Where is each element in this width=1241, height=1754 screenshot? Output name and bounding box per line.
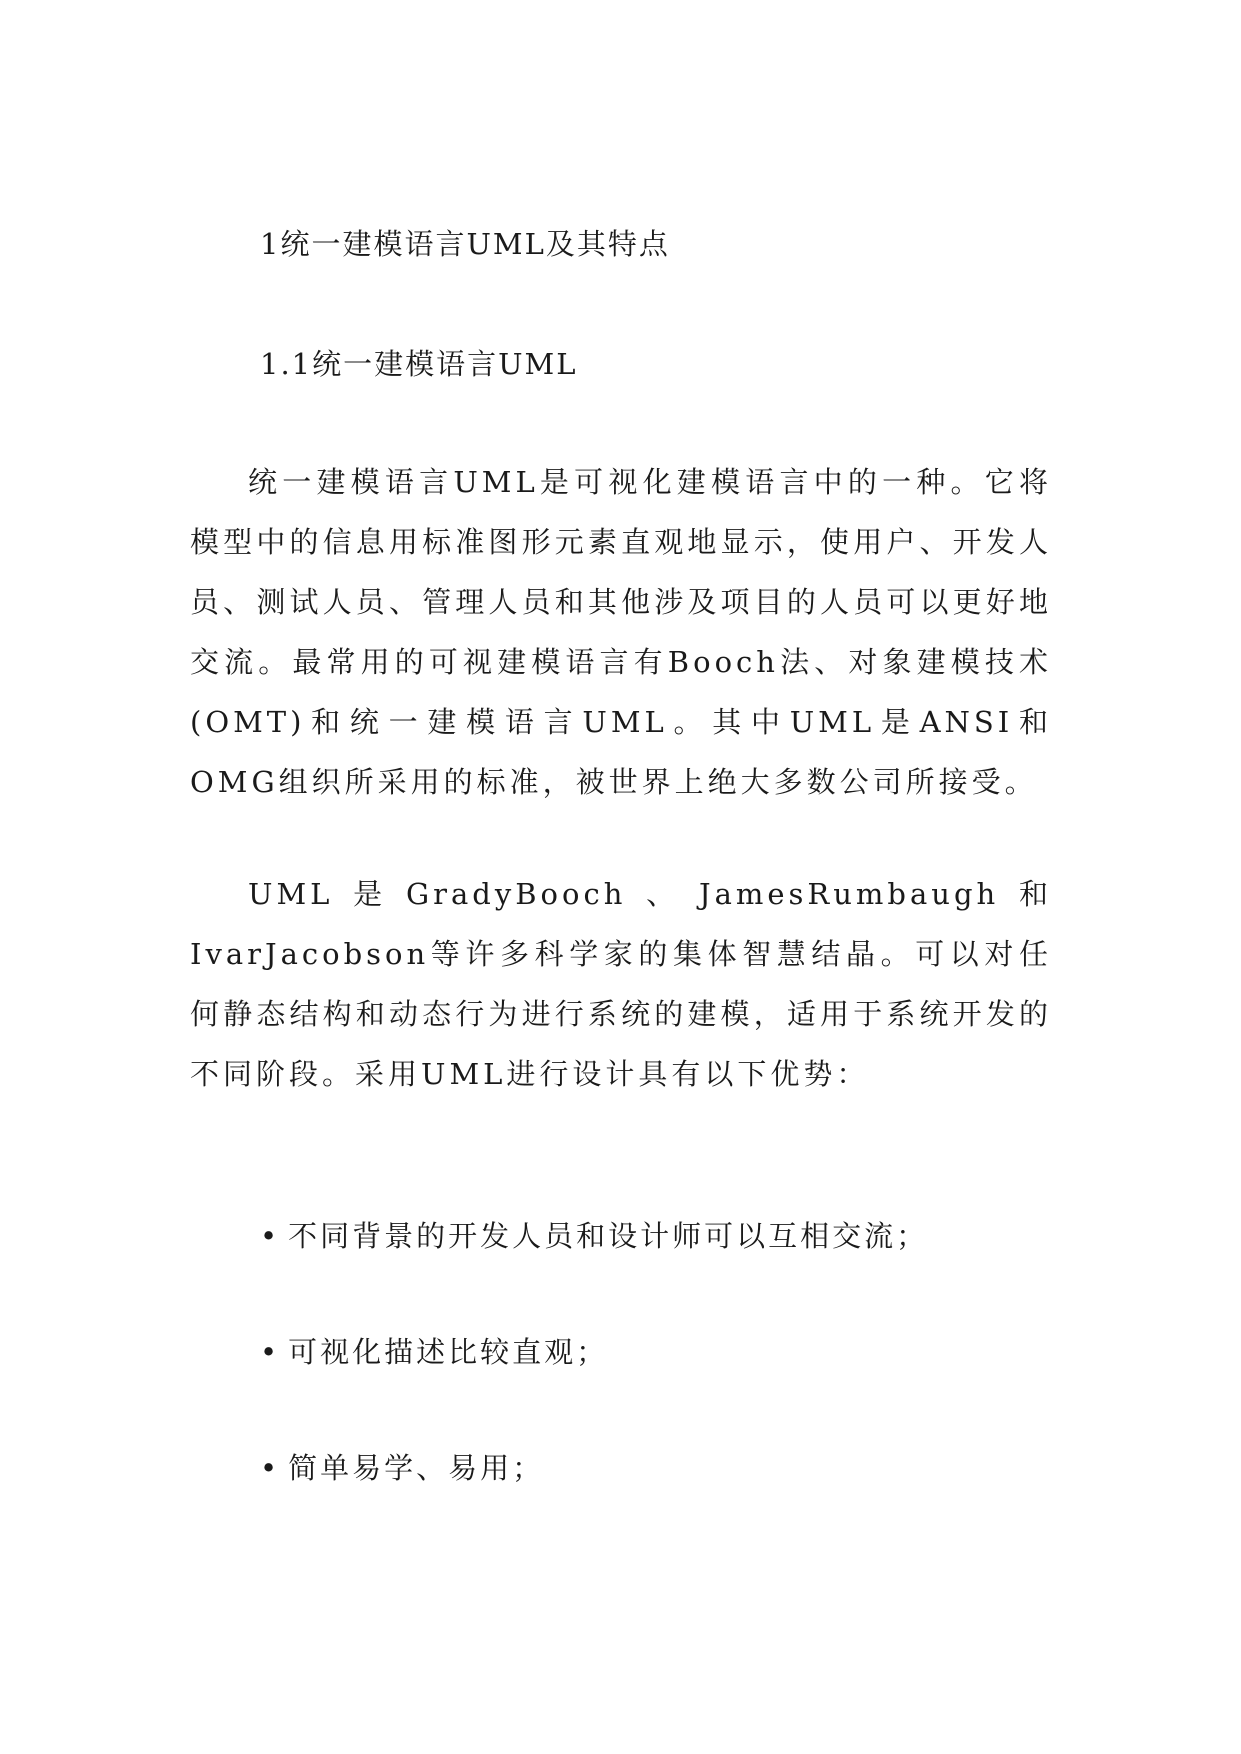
list-item [260,1214,928,1255]
bullet-icon: • [260,1219,281,1253]
list-item-text: 简单易学、易用； [288,1451,545,1485]
bullet-icon: • [260,1451,281,1485]
list-item [260,1446,544,1487]
list-item [260,1330,608,1371]
section-heading: 1统一建模语言UML及其特点 [260,227,670,261]
paragraph-uml-intro: 统一建模语言UML是可视化建模语言中的一种。它将模型中的信息用标准图形元素直观地显示，使用户、开发人员、测试人员、管理人员和其他涉及项目的人员可以更好地交流。最常用的可视建模语言有Booch法、对象建模技术(OMT)和统一建模语言UML。其中UML是ANSI和OMG组织所采用的标准，被世界上绝大多数公司所接受。 [190,465,1052,799]
list-item-text: 不同背景的开发人员和设计师可以互相交流； [288,1219,929,1253]
list-item-text: 可视化描述比较直观； [288,1335,609,1369]
paragraph-uml-origin: UML是GradyBooch、JamesRumbaugh和IvarJacobson等许多科学家的集体智慧结晶。可以对任何静态结构和动态行为进行系统的建模，适用于系统开发的不同阶段。采用UML进行设计具有以下优势： [190,877,1052,1091]
bullet-icon: • [260,1335,281,1369]
subsection-heading: 1.1统一建模语言UML [260,347,578,381]
